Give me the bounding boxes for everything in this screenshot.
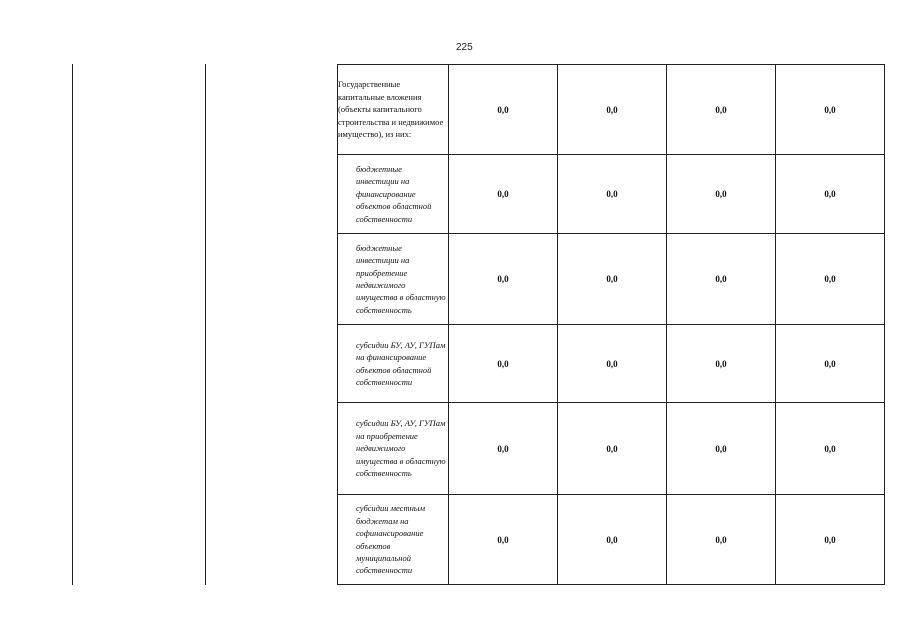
value-cell: 0,0 bbox=[558, 403, 667, 495]
page-number: 225 bbox=[456, 42, 473, 53]
row-label: бюджетные инвестиции на финансирование объектов областной собственности bbox=[338, 155, 449, 234]
value-cell: 0,0 bbox=[558, 495, 667, 585]
value-cell: 0,0 bbox=[449, 234, 558, 325]
table-row bbox=[338, 234, 885, 325]
value-cell: 0,0 bbox=[776, 495, 885, 585]
value-cell: 0,0 bbox=[667, 403, 776, 495]
row-label: субсидии БУ, АУ, ГУПам на финансирование объектов областной собственности bbox=[338, 325, 449, 403]
value-cell: 0,0 bbox=[776, 325, 885, 403]
row-label: субсидии БУ, АУ, ГУПам на приобретение недвижимого имущества в областную собственность bbox=[338, 403, 449, 495]
value-cell: 0,0 bbox=[667, 234, 776, 325]
value-cell: 0,0 bbox=[667, 155, 776, 234]
value-cell: 0,0 bbox=[558, 155, 667, 234]
column-border-middle bbox=[205, 64, 206, 585]
value-cell: 0,0 bbox=[776, 234, 885, 325]
table-row bbox=[338, 403, 885, 495]
value-cell: 0,0 bbox=[667, 325, 776, 403]
table-row bbox=[338, 495, 885, 585]
value-cell: 0,0 bbox=[449, 155, 558, 234]
value-cell: 0,0 bbox=[776, 65, 885, 155]
row-label: бюджетные инвестиции на приобретение недвижимого имущества в областную собственность bbox=[338, 234, 449, 325]
value-cell: 0,0 bbox=[667, 65, 776, 155]
value-cell: 0,0 bbox=[449, 403, 558, 495]
table-row bbox=[338, 325, 885, 403]
value-cell: 0,0 bbox=[776, 403, 885, 495]
value-cell: 0,0 bbox=[558, 65, 667, 155]
value-cell: 0,0 bbox=[558, 234, 667, 325]
value-cell: 0,0 bbox=[449, 65, 558, 155]
row-label: субсидии местным бюджетам на софинансирование объектов муниципальной собственности bbox=[338, 495, 449, 585]
budget-table bbox=[337, 64, 885, 585]
value-cell: 0,0 bbox=[776, 155, 885, 234]
table-row bbox=[338, 65, 885, 155]
column-border-left bbox=[72, 64, 73, 585]
value-cell: 0,0 bbox=[449, 495, 558, 585]
value-cell: 0,0 bbox=[667, 495, 776, 585]
value-cell: 0,0 bbox=[558, 325, 667, 403]
table-row bbox=[338, 155, 885, 234]
value-cell: 0,0 bbox=[449, 325, 558, 403]
row-label: Государственные капитальные вложения (объекты капитального строительства и недвижимое имущество), из них: bbox=[338, 65, 449, 155]
